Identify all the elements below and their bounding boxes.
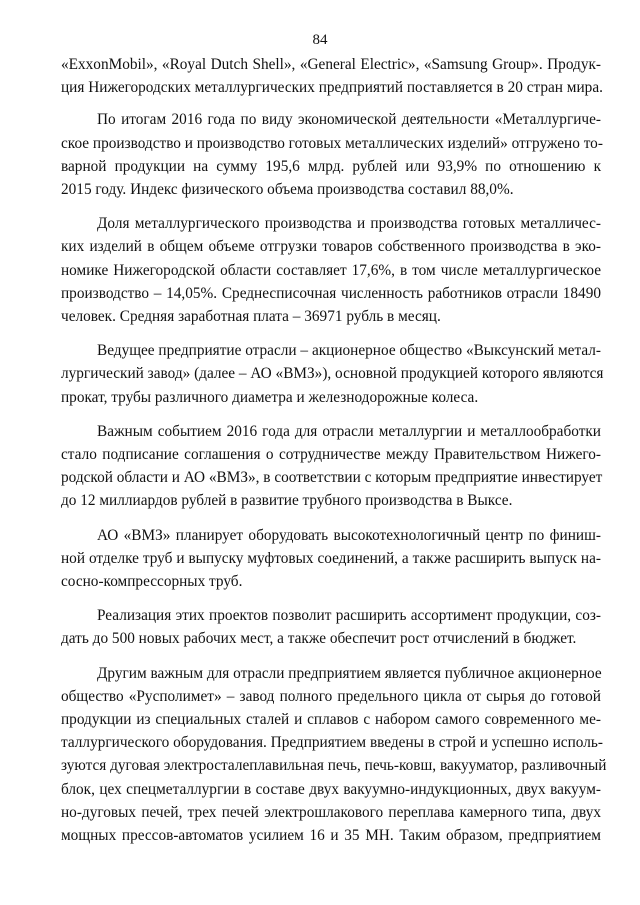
text-line: дать до 500 новых рабочих мест, а также обеспечит рост отчислений в бюджет. [61, 630, 577, 648]
text-line: Доля металлургического производства и производства готовых металличес- [97, 215, 601, 233]
text-line: родской области и АО «ВМЗ», в соответствии с которым предприятие инвестирует [61, 469, 603, 487]
text-line: мощных прессов-автоматов усилием 16 и 35 МН. Таким образом, предприятием [61, 827, 601, 845]
text-line: варной продукции на сумму 195,6 млрд. рублей или 93,9% по отношению к [61, 157, 601, 175]
text-line: Реализация этих проектов позволит расширить ассортимент продукции, соз- [97, 607, 601, 625]
paragraph [61, 53, 601, 99]
text-line: блок, цех спецметаллургии в составе двух вакуумно-индукционных, двух вакуум- [61, 780, 601, 798]
text-line: но-дуговых печей, трех печей электрошлакового переплава камерного типа, двух [61, 803, 601, 821]
text-line: до 12 миллиардов рублей в развитие трубного производства в Выксе. [61, 492, 513, 510]
document-body [61, 53, 607, 858]
text-line: номике Нижегородской области составляет 17,6%, в том числе металлургическое [61, 261, 601, 279]
paragraph [61, 108, 601, 201]
text-line: ной отделке труб и выпуску муфтовых соединений, а также расширить выпуск на- [61, 549, 601, 567]
paragraph [61, 212, 601, 328]
paragraph [61, 524, 601, 594]
text-line: 2015 году. Индекс физического объема производства составил 88,0%. [61, 181, 514, 199]
text-line: Другим важным для отрасли предприятием является публичное акционерное [97, 664, 602, 682]
text-line: прокат, трубы различного диаметра и железнодорожные колеса. [61, 388, 479, 406]
paragraph [61, 604, 601, 650]
text-line: ких изделий в общем объеме отгрузки товаров собственного производства в эко- [61, 238, 601, 256]
text-line: АО «ВМЗ» планирует оборудовать высокотехнологичный центр по финиш- [97, 526, 601, 544]
page-number: 84 [312, 32, 328, 48]
text-line: По итогам 2016 года по виду экономической деятельности «Металлургиче- [97, 111, 601, 129]
text-line: сосно-компрессорных труб. [61, 573, 243, 591]
text-line: таллургического оборудования. Предприятием введены в строй и успешно исполь- [61, 734, 603, 752]
text-line: общество «Русполимет» – завод полного предельного цикла от сырья до готовой [61, 687, 601, 705]
text-line: Ведущее предприятие отрасли – акционерное общество «Выксунский метал- [97, 342, 601, 360]
text-line: «ExxonMobil», «Royal Dutch Shell», «General Electric», «Samsung Group». Продук- [61, 56, 601, 73]
text-line: зуются дуговая электросталеплавильная печь, печь-ковш, вакууматор, разливочный [61, 757, 607, 775]
paragraph [61, 339, 604, 409]
text-line: Важным событием 2016 года для отрасли металлургии и металлообработки [97, 422, 601, 440]
text-line: ция Нижегородских металлургических предприятий поставляется в 20 стран мира. [61, 79, 603, 97]
text-line: производство – 14,05%. Среднесписочная численность работников отрасли 18490 [61, 284, 601, 302]
paragraph [61, 662, 607, 848]
text-line: лургический завод» (далее – АО «ВМЗ»), основной продукцией которого являются [61, 365, 604, 383]
text-line: стало подписание соглашения о сотрудничестве между Правительством Нижего- [61, 446, 601, 464]
text-line: человек. Средняя заработная плата – 36971 рубль в месяц. [61, 308, 441, 326]
text-line: продукции из специальных сталей и сплавов с набором самого современного ме- [61, 711, 601, 729]
text-line: ское производство и производство готовых металлических изделий» отгружено то- [61, 134, 603, 152]
paragraph [61, 420, 601, 513]
